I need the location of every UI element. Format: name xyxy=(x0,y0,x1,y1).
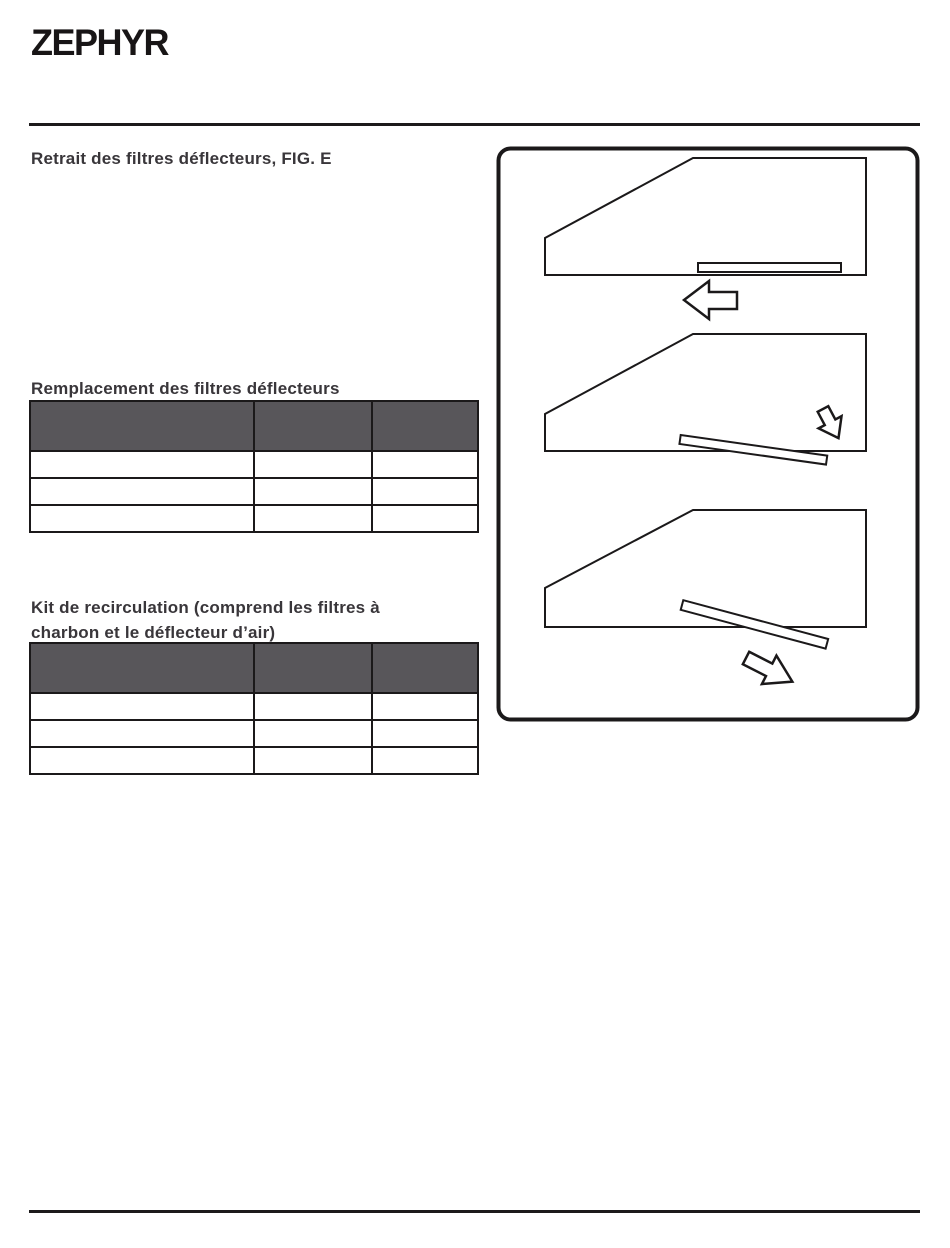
table-cell xyxy=(254,505,372,532)
top-rule xyxy=(29,123,920,126)
baffle-filter-bar-step1 xyxy=(698,263,841,272)
table-cell xyxy=(30,505,254,532)
table-cell xyxy=(30,720,254,747)
table-cell xyxy=(254,478,372,505)
table-header-row xyxy=(30,401,478,451)
table-cell xyxy=(30,451,254,478)
table-row xyxy=(30,693,478,720)
table-cell xyxy=(372,747,478,774)
remplacement-heading: Remplacement des filtres déflecteurs xyxy=(31,379,340,398)
table-cell xyxy=(254,693,372,720)
table-row xyxy=(30,720,478,747)
table-header-cell xyxy=(30,401,254,451)
table-row xyxy=(30,451,478,478)
table-cell xyxy=(30,747,254,774)
table-header-cell xyxy=(30,643,254,693)
table-cell xyxy=(372,451,478,478)
table-cell xyxy=(372,693,478,720)
table-cell xyxy=(254,747,372,774)
table-cell xyxy=(372,478,478,505)
table-row xyxy=(30,747,478,774)
recirculation-kit-table xyxy=(29,642,479,775)
table-header-cell xyxy=(254,643,372,693)
table-row xyxy=(30,505,478,532)
table-cell xyxy=(372,720,478,747)
retrait-heading: Retrait des filtres déflecteurs, FIG. E xyxy=(31,149,332,168)
table-cell xyxy=(30,478,254,505)
replacement-parts-table xyxy=(29,400,479,533)
table-header-cell xyxy=(254,401,372,451)
table-cell xyxy=(30,693,254,720)
kit-heading: Kit de recirculation (comprend les filtres à charbon et le déflecteur d’air) xyxy=(31,598,380,642)
table-header-row xyxy=(30,643,478,693)
table-header-cell xyxy=(372,401,478,451)
table-row xyxy=(30,478,478,505)
bottom-rule xyxy=(29,1210,920,1213)
table-cell xyxy=(254,451,372,478)
table-cell xyxy=(254,720,372,747)
table-header-cell xyxy=(372,643,478,693)
fig-e-diagram xyxy=(496,146,920,722)
fig-e-panel xyxy=(496,146,920,722)
table-cell xyxy=(372,505,478,532)
zephyr-logo: ZEPHYR xyxy=(31,20,169,64)
